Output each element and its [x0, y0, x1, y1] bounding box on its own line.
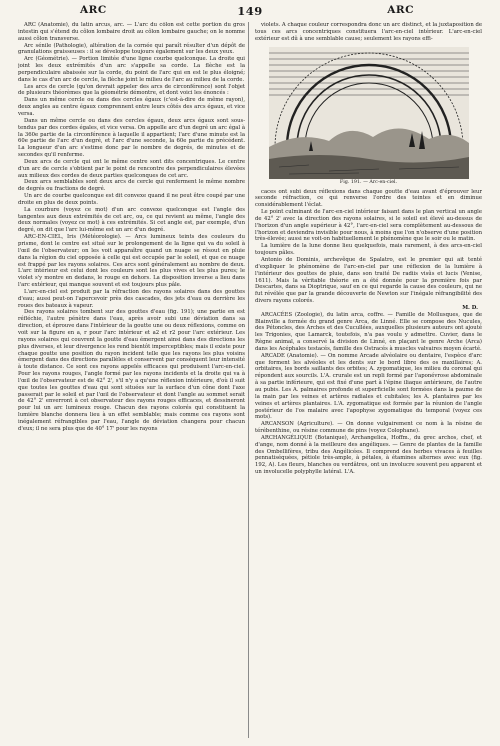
entry-paragraph: L'arc-en-ciel est produit par la réfraction des rayons solaires dans des gouttes d'eau; aussi peut-on l'apercevoir près des cascades, des jets d'eau ou derrière les roues des bateaux à vapeur. [18, 288, 245, 309]
column-divider [248, 22, 249, 738]
entry-paragraph: ARCADE (Anatomie). — On nomme Arcade alvéolaire ou dentaire, l'espèce d'arc que forment les alvéoles et les dents sur le bord libre des os maxillaires; A. orbitaires, les bords saillants des orbites; A. zygomatique, les milieu du coronal qui répondent aux sourcils. L'A. crurale est un repli formé par l'aponévrose abdominale à sa partie inférieure, qui est fixé d'une part à l'épine iliaque antérieure, de l'autre au pubis. Les A. palmaires profonde et superficielle sont formées dans la paume de la main par les veines et artères radiales et cubitales; les A. plantaires par les veines et artères plantaires. L'A. zygomatique est formée par la réunion de l'angle postérieur de l'os malaire avec l'apophyse zygomatique du temporal (voyez ces mots). [255, 352, 482, 421]
entry-paragraph: Arc sénile (Pathologie), altération de la cornée qui paraît résulter d'un dépôt de granulations graisseuses : il se développe toujours également sur les deux yeux. [18, 42, 245, 56]
entry-paragraph: ARCACÉES (Zoologie), du latin arca, coffre. — Famille de Mollusques, que de Blainville a formée du grand genre Arca, de Linné. Elle se compose des Nucules, des Pétoncles, des Arches et des Cucullées, auxquelles plusieurs auteurs ont ajouté les Trigonies, que Lamarck, toutefois, n'a pas voulu y admettre. Cuvier, dans le Règne animal, a conservé la division de Linné, en plaçant le genre Arche (Arca) dans les Acéphales testacés, famille des Ostracés à muscles valvaires moyen écarté. [255, 311, 482, 352]
entry-paragraph: Le point culminant de l'arc-en-ciel intérieur faisant dans le plan vertical un angle de 42° 2' avec la direction des rayons solaires, si le soleil est élevé au-dessus de l'horizon d'un angle supérieur à 42°, l'arc-en-ciel sera complètement au-dessous de l'horizon et deviendra invisible pour nous, à moins que l'on n'observe d'une position très-élevée; aussi ne voit-on habituellement le phénomène que le soir ou le matin. [255, 209, 482, 243]
entry-paragraph: Les arcs de cercle (qu'on devrait appeler des arcs de circonférence) sont l'objet de plusieurs théorèmes que la géométrie démontre, et dont voici les énoncés : [18, 83, 245, 97]
entry-paragraph: ARCANSON (Agriculture). — On donne vulgairement ce nom à la résine de térébenthine, ou résine commune de pins (voyez Colophane). [255, 421, 482, 435]
rainbow-figure [255, 47, 482, 186]
entry-paragraph: ARC (Anatomie), du latin arcus, arc. — L'arc du côlon est cette portion du gros intestin qui s'étend du côlon lombaire droit au côlon lombaire gauche; on le nomme aussi côlon transverse. [18, 22, 245, 42]
entry-paragraph: La courbure (voyez ce mot) d'un arc convexe quelconque est l'angle des tangentes aux deux extrémités de cet arc, ou, ce qui revient au même, l'angle des deux normales (voyez ce mot) à ces extrémités. Si cet angle est, par exemple, d'un degré, on dit que l'arc lui-même est un arc d'un degré. [18, 206, 245, 234]
left-column [18, 22, 245, 740]
entry-paragraph: caces ont subi deux réflexions dans chaque goutte d'eau avant d'éprouver leur seconde réfraction, ce qui renverse l'ordre des teintes et en diminue considérablement l'éclat. [255, 188, 482, 209]
figure-caption: Fig. 191. — Arc-en-ciel. [339, 179, 398, 185]
rainbow-engraving [269, 47, 469, 179]
header-right-word: ARC [387, 4, 414, 16]
entry-paragraph: Un arc de courbe quelconque est dit convexe quand il ne peut être coupé par une droite en plus de deux points. [18, 193, 245, 206]
entry-paragraph: ARC-EN-CIEL, Iris (Météorologie). — Arcs lumineux teints des couleurs du prisme, dont le centre est situé sur le prolongement de la ligne qui va du soleil à l'œil de l'observateur; on les voit apparaître quand un nuage se résout en pluie dans la région du ciel opposée à celle qui est occupée par le soleil, et que ce nuage est frappé par les rayons solaires. Ces arcs sont généralement au nombre de deux. L'arc intérieur est celui dont les couleurs sont les plus vives et les plus pures; le violet s'y montre en dedans, le rouge en dehors. La disposition inverse a lieu dans l'arc extérieur, qui manque souvent et est toujours plus pâle. [18, 234, 245, 289]
entry-paragraph: violets. A chaque couleur correspondra donc un arc distinct, et la juxtaposition de tous ces arcs concentriques constituera l'arc-en-ciel intérieur. L'arc-en-ciel extérieur est dû à une semblable cause; seulement les rayons effi- [255, 22, 482, 42]
entry-paragraph: Dans un même cercle ou dans des cercles égaux (c'est-à-dire de même rayon), deux angles au centre égaux comprennent entre leurs côtés des arcs égaux, et vice versa. [18, 97, 245, 117]
right-column [255, 22, 482, 740]
running-head [18, 4, 482, 20]
author-signature: M. D. [462, 304, 478, 311]
entry-paragraph: Des rayons solaires tombent sur des gouttes d'eau (fig. 191); une partie en est réfléchie, l'autre pénètre dans l'eau, après avoir subi une déviation dans sa direction, et éprouve dans l'intérieur de la goutte une ou deux réflexions, comme on voit sur la figure en a, r pour l'arc intérieur et a2 et r2 pour l'arc extérieur. Les rayons solaires qui couvrent la goutte d'eau émergent ainsi dans des directions les plus diverses, et leur divergence les rend bientôt imperceptibles; mais il existe pour chaque goutte une position du rayon incident telle que les rayons les plus voisins émergent dans des directions parallèles et conservent par conséquent leur intensité à toute distance. Ce sont ces rayons appelés efficaces qui produisent l'arc-en-ciel. Pour les rayons rouges, l'angle formé par les rayons incidents et la droite qui va à l'œil de l'observateur est de 42° 2', s'il n'y a qu'une réflexion intérieure, d'où il suit que toutes les gouttes d'eau qui sont situées sur la surface d'un cône dont l'axe passerait par le soleil et par l'œil de l'observateur et dont l'angle au sommet serait de 42° 2' enverront à cet observateur des rayons rouges efficaces, et dessineront pour lui un arc lumineux rouge. Chacun des rayons colorés qui constituent la lumière blanche donnera lieu à un effet semblable; mais comme ces rayons sont inégalement réfrangibles par l'eau, l'angle de déviation changera pour chacun d'eux; il ne sera plus que de 40° 17' pour les rayons [18, 309, 245, 432]
page-number: 149 [237, 4, 263, 18]
entry-paragraph: Deux arcs semblables sont deux arcs de cercle qui renferment le même nombre de degrés ou fractions de degré. [18, 179, 245, 193]
entry-paragraph: Arc (Géométrie). — Portion limitée d'une ligne courbe quelconque. La droite qui joint les deux extrémités d'un arc s'appelle sa corde. La flèche est la perpendiculaire abaissée sur la corde, du point de l'arc qui en est le plus éloigné; dans le cas d'un arc de cercle, la flèche joint le milieu de l'arc au milieu de la corde. [18, 56, 245, 83]
entry-paragraph: Antonio de Dominis, archevêque de Spalatro, est le premier qui ait tenté d'expliquer le phénomène de l'arc-en-ciel par une réflexion de la lumière à l'intérieur des gouttes de pluie, dans son traité De radiis visûs et lucis (Venise, 1611). Mais la véritable théorie en a été donnée pour la première fois par Descartes, dans sa Dioptrique, sauf en ce qui regarde la cause des couleurs, qui ne fut révélée que par la grande découverte de Newton sur l'inégale réfrangibilité des divers rayons colorés. [255, 256, 482, 305]
entry-paragraph: La lumière de la lune donne lieu quelquefois, mais rarement, à des arcs-en-ciel toujours pâles. [255, 243, 482, 257]
entry-paragraph: ARCHANGÉLIQUE (Botanique), Archangelica, Hoffm., du grec archos, chef, et d'ange, nom donné à la meilleure des angéliques. — Genre de plantes de la famille des Ombellifères, tribu des Angélicées. Il comprend des herbes vivaces à feuilles pennatiséquées, pétiole très-ample, à pétales, à étamines alternes avec eux (fig. 192, A). Les fleurs, blanches ou verdâtres, ont un involucre souvent peu apparent et un involucelle polyphylle latéral. L'A. [255, 434, 482, 476]
header-left-word: ARC [80, 4, 107, 16]
entry-paragraph: Dans un même cercle ou dans des cercles égaux, deux arcs égaux sont sous-tendus par des cordes égales, et vice versa. On appelle arc d'un degré un arc égal à la 360e partie de la circonférence à laquelle il appartient; l'arc d'une minute est la 60e partie de l'arc d'un degré, et l'arc d'une seconde, la 60e partie du précédent. La longueur d'un arc s'estime donc par le nombre de degrés, de minutes et de secondes qu'il renferme. [18, 117, 245, 159]
entry-paragraph: Deux arcs de cercle qui ont le même centre sont dits concentriques. Le centre d'un arc de cercle s'obtient par le point de rencontre des perpendiculaires élevées aux milieux des cordes de deux parties quelconques de cet arc. [18, 158, 245, 179]
